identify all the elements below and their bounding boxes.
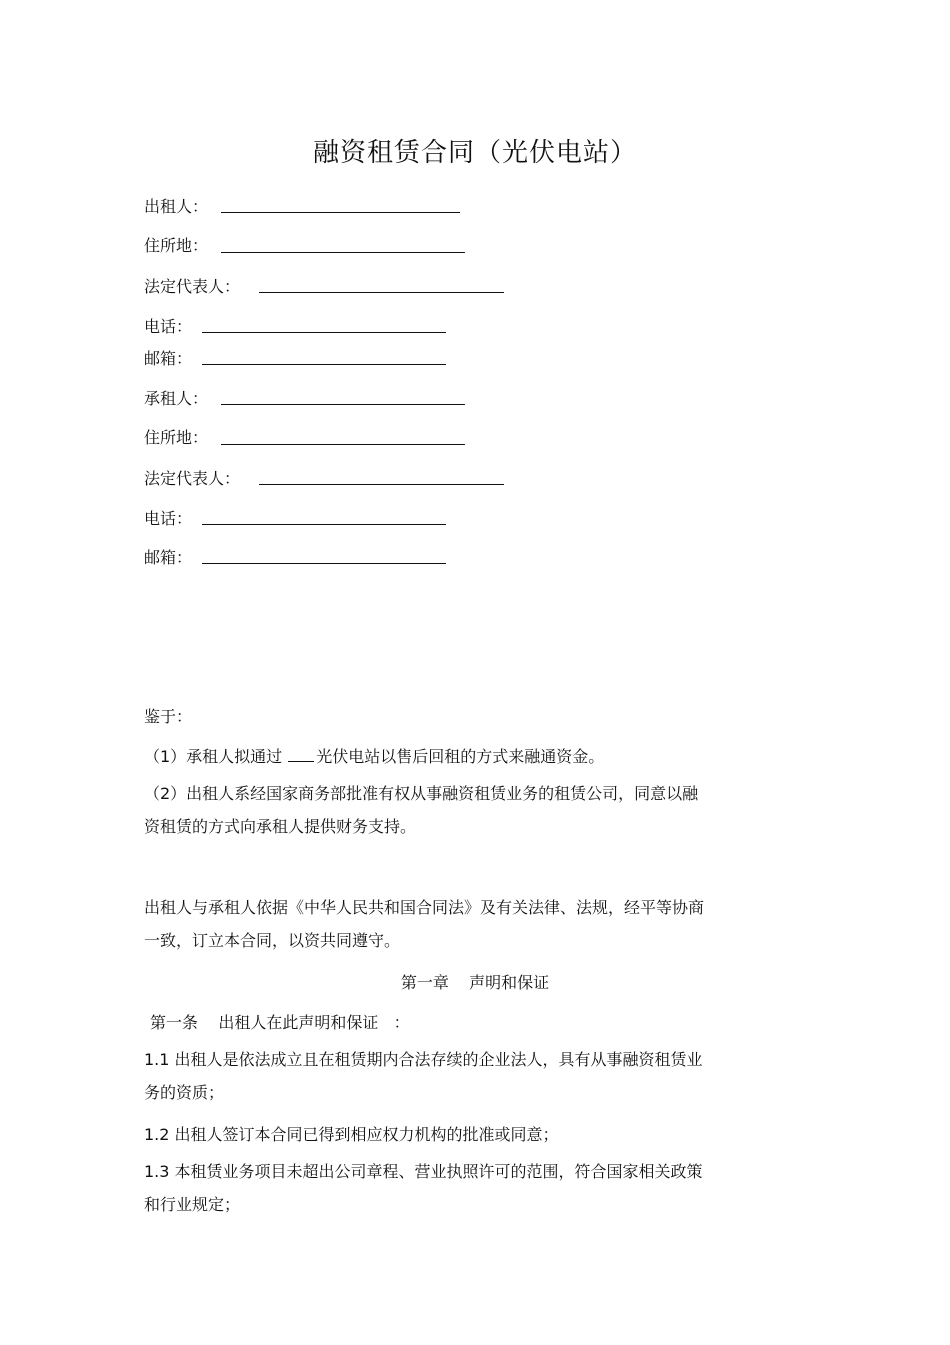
whereas-item-1 [144,744,604,767]
lessor-email-blank[interactable] [202,364,446,365]
station-name-blank[interactable] [288,746,314,762]
whereas-heading: 鉴于： [144,707,193,726]
lessor-phone-label: 电话： [144,317,193,336]
clause-1-1-line-2: 务的资质； [144,1083,225,1102]
lessor-rep-blank[interactable] [259,292,504,293]
lessee-email-label: 邮箱： [144,548,193,567]
whereas-item-1-suffix: 光伏电站以售后回租的方式来融通资金。 [316,747,605,766]
lessor-address-label: 住所地： [144,236,209,255]
lessee-phone-blank[interactable] [202,524,446,525]
clause-1-3-line-1: 1.3 本租赁业务项目未超出公司章程、营业执照许可的范围，符合国家相关政策 [144,1162,703,1181]
chapter-1-heading: 第一章 声明和保证 [400,973,550,992]
lessor-email-label: 邮箱： [144,349,193,368]
lessee-phone-label: 电话： [144,509,193,528]
lessor-address-blank[interactable] [221,252,465,253]
agreement-paragraph [144,891,784,957]
whereas-item-1-prefix: （1）承租人拟通过 [144,747,283,766]
clause-1-1-line-1: 1.1 出租人是依法成立且在租赁期内合法存续的企业法人，具有从事融资租赁业 [144,1050,703,1069]
lessee-email-blank[interactable] [202,563,446,564]
clause-1-2: 1.2 出租人签订本合同已得到相应权力机构的批准或同意； [144,1125,559,1144]
lessor-rep-label: 法定代表人： [144,277,241,296]
lessee-address-label: 住所地： [144,428,209,447]
lessor-label: 出租人： [144,197,209,216]
article-1-heading: 第一条 出租人在此声明和保证 ： [150,1013,410,1032]
lessee-label: 承租人： [144,389,209,408]
clause-1-3 [144,1155,784,1221]
agreement-line-2: 一致，订立本合同，以资共同遵守。 [144,931,401,950]
whereas-item-2-line-1: （2）出租人系经国家商务部批准有权从事融资租赁业务的租赁公司，同意以融 [144,784,699,803]
lessee-rep-blank[interactable] [259,484,504,485]
whereas-item-2-line-2: 资租赁的方式向承租人提供财务支持。 [144,817,417,836]
agreement-line-1: 出租人与承租人依据《中华人民共和国合同法》及有关法律、法规，经平等协商 [144,898,705,917]
clause-1-3-line-2: 和行业规定； [144,1195,241,1214]
lessor-blank[interactable] [221,212,460,213]
document-title: 融资租赁合同（光伏电站） [312,138,637,168]
lessee-blank[interactable] [221,404,465,405]
lessor-phone-blank[interactable] [202,332,446,333]
lessee-rep-label: 法定代表人： [144,469,241,488]
lessee-address-blank[interactable] [221,444,465,445]
whereas-item-2 [144,777,784,843]
clause-1-1 [144,1043,784,1109]
